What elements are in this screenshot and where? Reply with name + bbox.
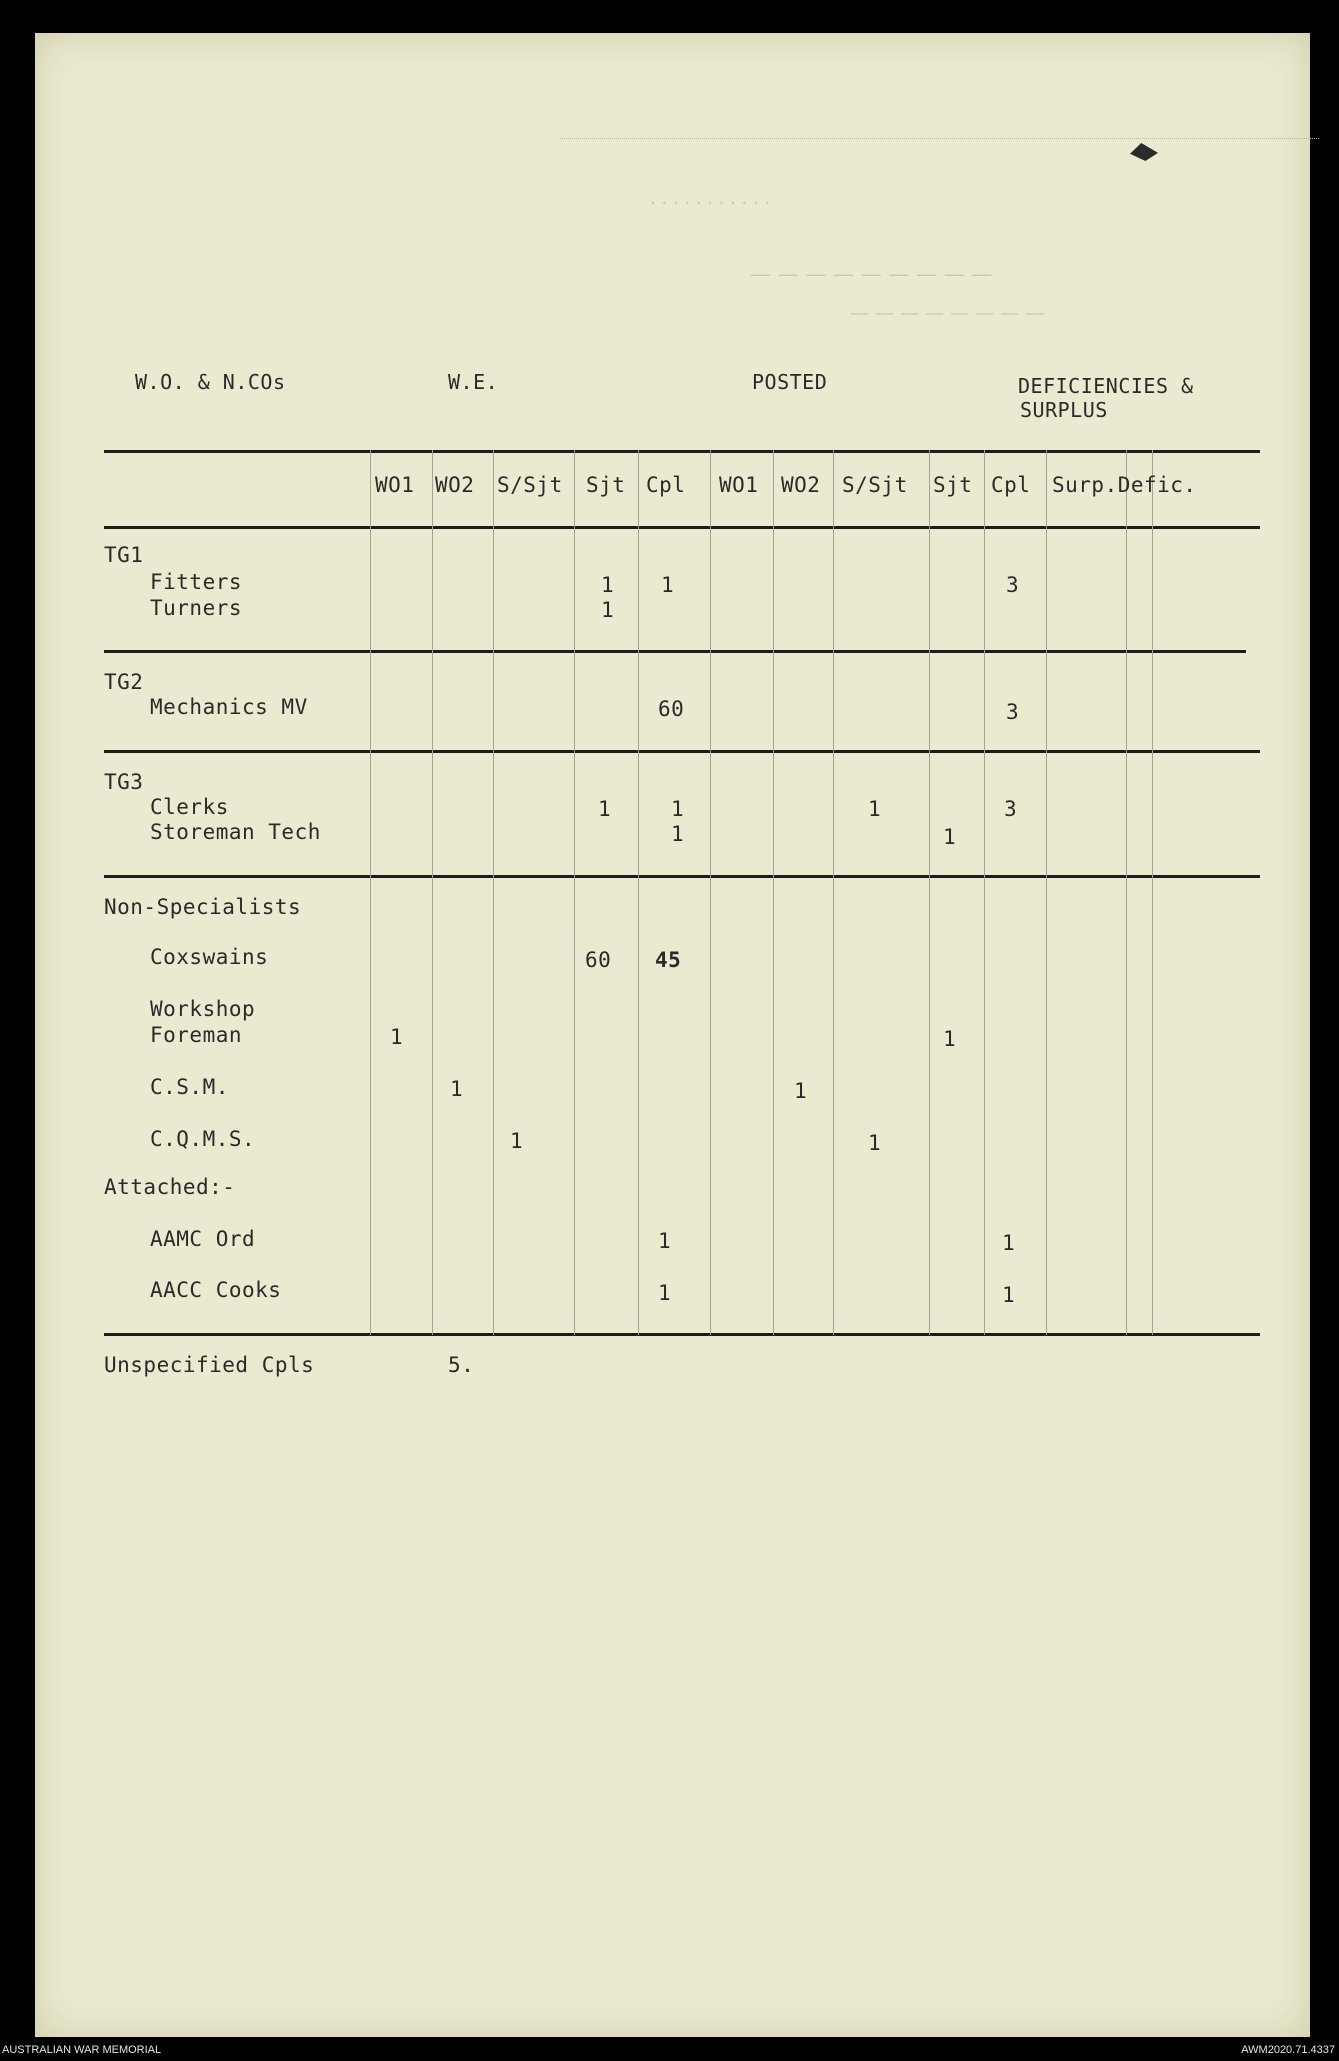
cell-value: 1 (1002, 1283, 1016, 1307)
bleed-through-text: — — — — — — — — — (750, 262, 993, 286)
row-label-storeman-tech: Storeman Tech (150, 820, 321, 844)
row-label-workshop: Workshop (150, 997, 256, 1021)
cell-value: 3 (1006, 573, 1020, 597)
subheader-we-ssjt: S/Sjt (497, 473, 563, 497)
row-label-csm: C.S.M. (150, 1075, 229, 1099)
column-divider (833, 450, 834, 1335)
group-label-tg3: TG3 (104, 770, 144, 794)
cell-value: 1 (868, 1131, 882, 1155)
table-rule-tg2 (104, 750, 1260, 753)
row-label-unspecified-cpls: Unspecified Cpls (104, 1353, 315, 1377)
table-rule-top (104, 450, 1260, 453)
column-divider (710, 450, 711, 1335)
cell-value: 1 (598, 797, 612, 821)
row-label-cqms: C.Q.M.S. (150, 1127, 256, 1151)
header-posted: POSTED (752, 370, 828, 394)
column-divider (773, 450, 774, 1335)
cell-value: 1 (943, 825, 957, 849)
subheader-surp-defic: Surp.Defic. (1052, 473, 1197, 497)
column-divider (929, 450, 930, 1335)
table-rule-tg1 (104, 650, 1246, 653)
subheader-we-cpl: Cpl (646, 473, 686, 497)
row-label-aacc-cooks: AACC Cooks (150, 1278, 282, 1302)
cell-value: 1 (658, 1281, 672, 1305)
row-label-aamc-ord: AAMC Ord (150, 1227, 256, 1251)
cell-value: 3 (1006, 700, 1020, 724)
cell-value: 1 (450, 1077, 464, 1101)
column-divider (574, 450, 575, 1335)
cell-value: 1 (868, 797, 882, 821)
cell-value: 1 (658, 1229, 672, 1253)
bleed-through-text: — — — — — — — — (850, 302, 1045, 324)
group-label-tg2: TG2 (104, 670, 144, 694)
cell-value: 1 (943, 1027, 957, 1051)
cell-value: 45 (655, 948, 682, 972)
group-label-attached: Attached:- (104, 1175, 236, 1199)
cell-value: 1 (794, 1079, 808, 1103)
column-divider (370, 450, 371, 1335)
column-divider (638, 450, 639, 1335)
cell-value: 60 (585, 948, 612, 972)
cell-value: 1 (671, 822, 685, 846)
subheader-posted-cpl: Cpl (991, 473, 1031, 497)
group-label-tg1: TG1 (104, 543, 144, 567)
perforation-line (560, 138, 1319, 139)
subheader-we-wo2: WO2 (435, 473, 475, 497)
table-rule-subheader (104, 526, 1260, 529)
cell-value: 1 (390, 1025, 404, 1049)
subheader-posted-sjt: Sjt (933, 473, 973, 497)
row-label-fitters: Fitters (150, 570, 243, 594)
cell-value: 1 (601, 598, 615, 622)
group-label-non-specialists: Non-Specialists (104, 895, 302, 919)
column-divider (432, 450, 433, 1335)
footer-archive-name: AUSTRALIAN WAR MEMORIAL (2, 2044, 162, 2056)
cell-value: 1 (510, 1129, 524, 1153)
column-divider (1126, 450, 1127, 1335)
subheader-posted-wo2: WO2 (781, 473, 821, 497)
cell-value: 1 (671, 797, 685, 821)
subheader-posted-ssjt: S/Sjt (842, 473, 908, 497)
column-divider (493, 450, 494, 1335)
cell-value: 60 (658, 697, 685, 721)
cell-value: 1 (601, 573, 615, 597)
cell-value: 5. (448, 1353, 475, 1377)
row-label-clerks: Clerks (150, 795, 229, 819)
cell-value: 1 (1002, 1231, 1016, 1255)
footer-item-id: AWM2020.71.4337 (1241, 2044, 1335, 2056)
header-we: W.E. (448, 370, 499, 394)
header-wo-ncos: W.O. & N.COs (135, 370, 286, 394)
row-label-coxswains: Coxswains (150, 945, 269, 969)
row-label-mechanics-mv: Mechanics MV (150, 695, 308, 719)
column-divider (1152, 450, 1153, 1335)
bleed-through-text: · · · · · · · · · · · (650, 193, 771, 214)
row-label-foreman: Foreman (150, 1023, 243, 1047)
cell-value: 1 (661, 573, 675, 597)
table-rule-bottom (104, 1333, 1260, 1336)
cell-value: 3 (1004, 797, 1018, 821)
subheader-posted-wo1: WO1 (719, 473, 759, 497)
subheader-we-wo1: WO1 (375, 473, 415, 497)
header-surplus: SURPLUS (1020, 398, 1108, 422)
column-divider (984, 450, 985, 1335)
header-deficiencies: DEFICIENCIES & (1018, 374, 1194, 398)
subheader-we-sjt: Sjt (586, 473, 626, 497)
column-divider (1046, 450, 1047, 1335)
table-rule-tg3 (104, 875, 1260, 878)
row-label-turners: Turners (150, 596, 243, 620)
